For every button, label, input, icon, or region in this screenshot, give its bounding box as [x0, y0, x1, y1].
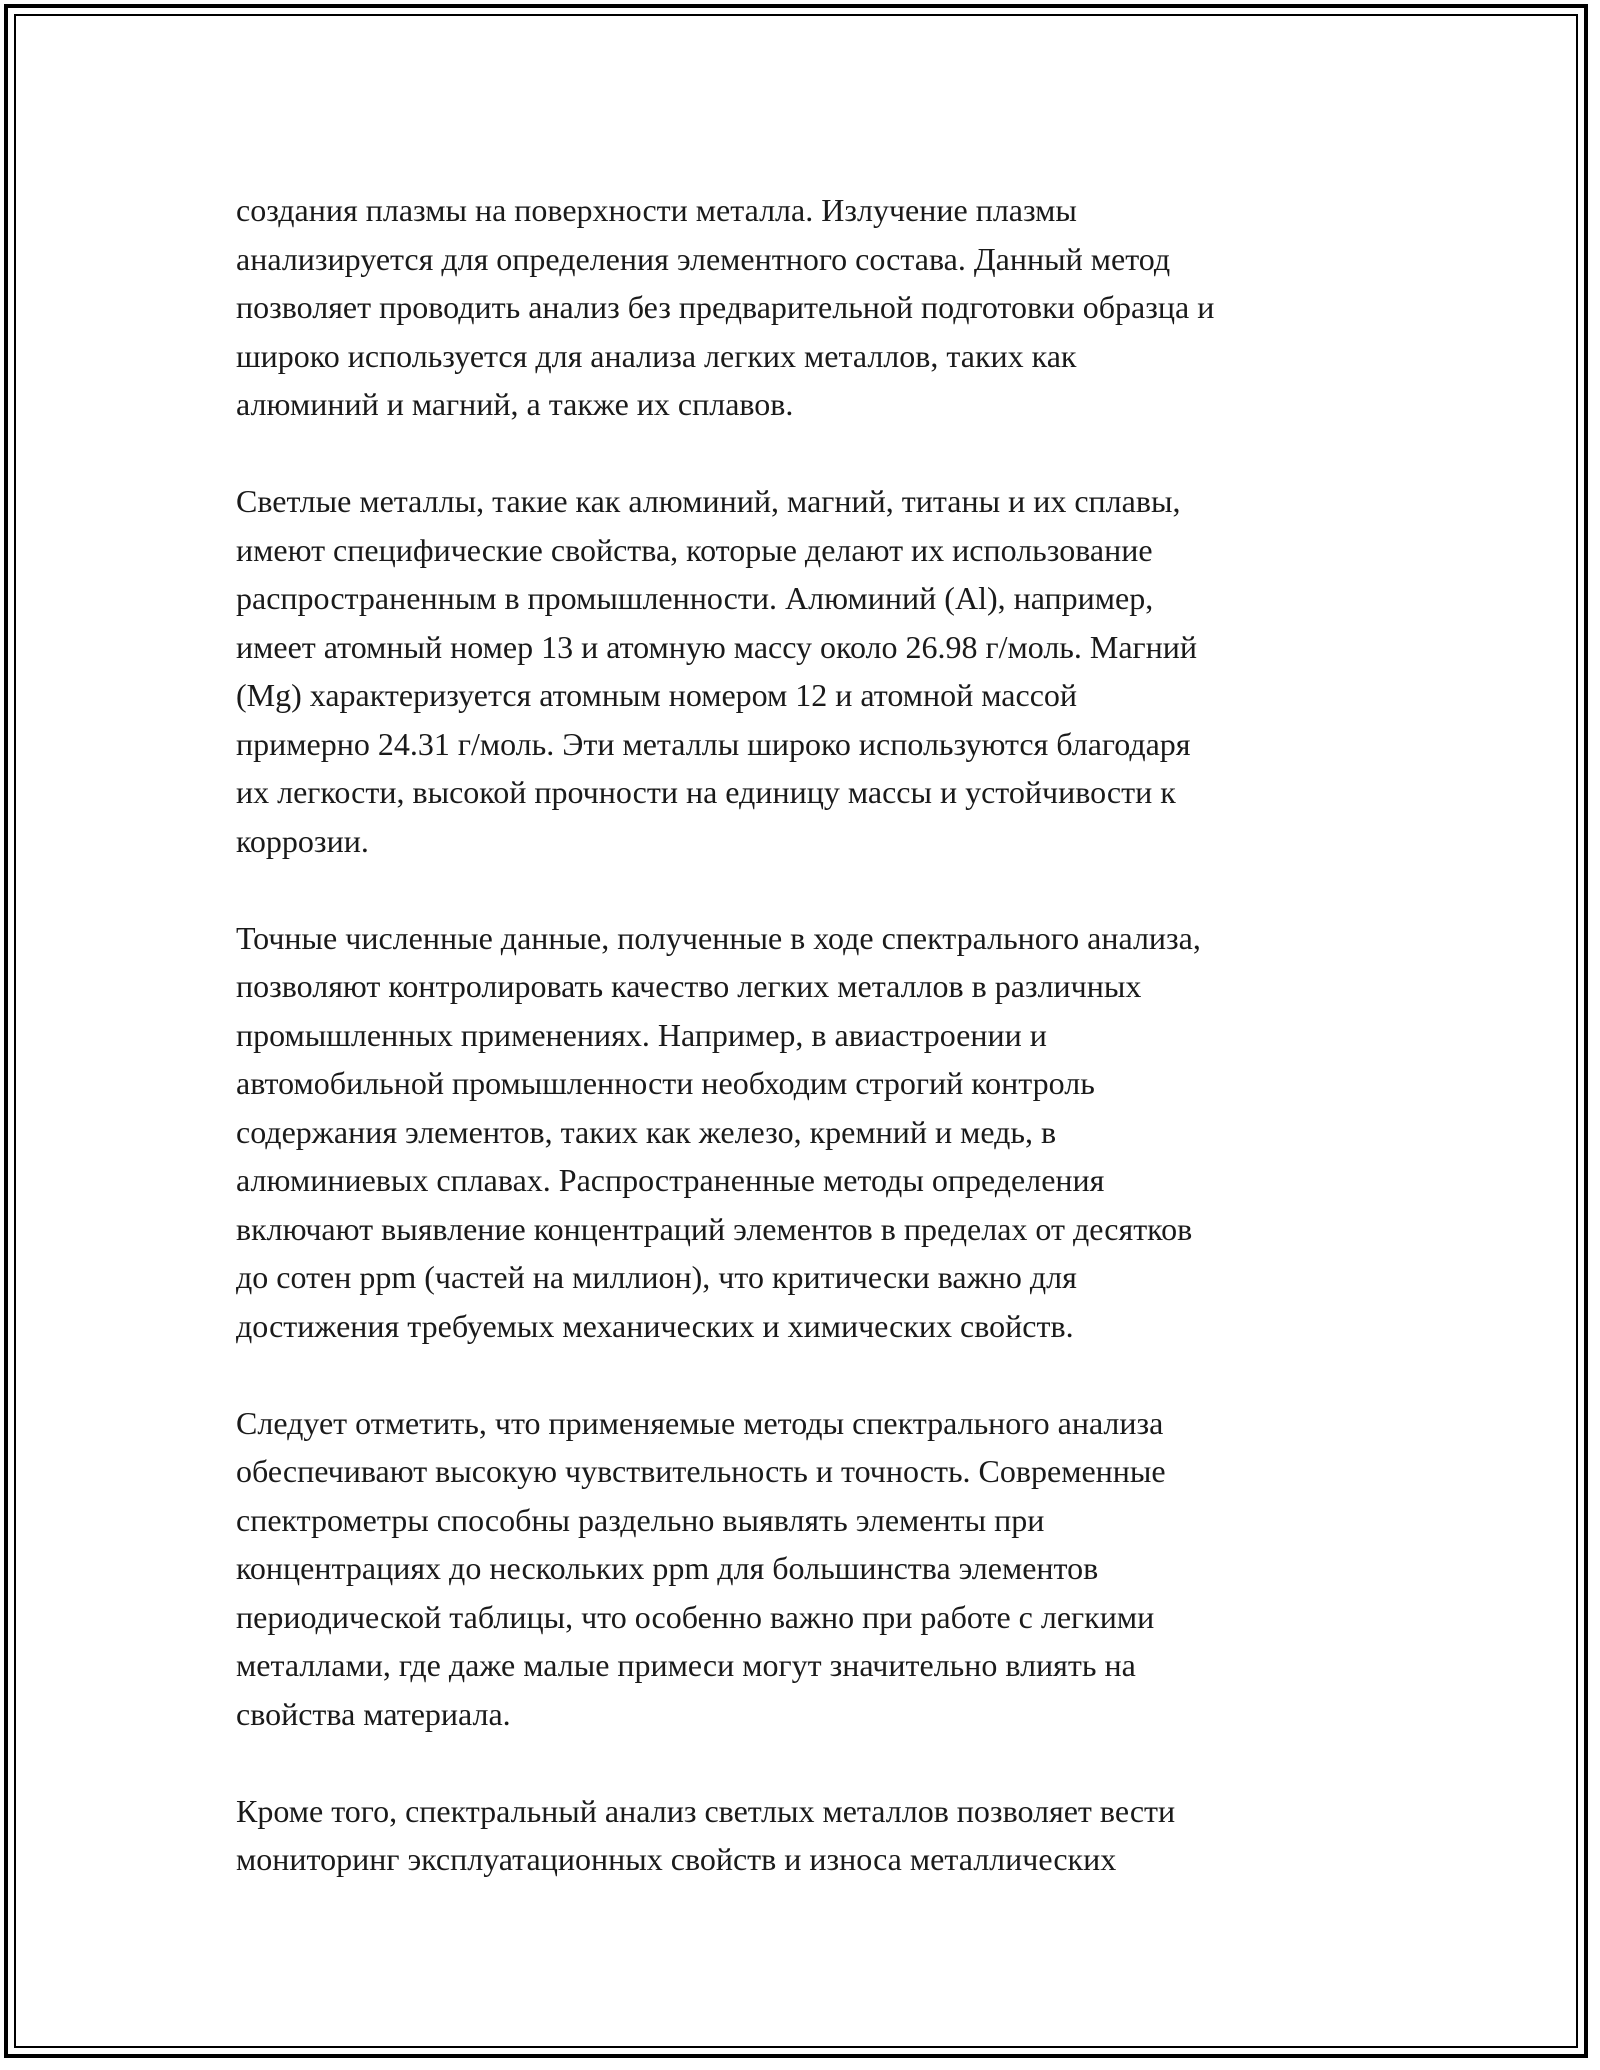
text-line: Кроме того, спектральный анализ светлых металлов позволяет вести — [236, 1792, 1176, 1829]
text-line: широко используется для анализа легких металлов, таких как — [236, 337, 1077, 374]
text-line: (Mg) характеризуется атомным номером 12 и атомной массой — [236, 677, 1078, 713]
text-line: мониторинг эксплуатационных свойств и износа металлических — [236, 1841, 1117, 1877]
text-line: металлами, где даже малые примеси могут значительно влиять на — [236, 1647, 1136, 1683]
text-line: их легкости, высокой прочности на единицу массы и устойчивости к — [236, 774, 1176, 810]
text-line: создания плазмы на поверхности металла. Излучение плазмы — [236, 192, 1077, 228]
paragraph-5 — [236, 1787, 1376, 1884]
text-line: позволяют контролировать качество легких металлов в различных — [236, 968, 1142, 1004]
text-line: содержания элементов, таких как железо, кремний и медь, в — [236, 1113, 1057, 1150]
text-line: анализируется для определения элементного состава. Данный метод — [236, 240, 1171, 277]
text-line: распространенным в промышленности. Алюминий (Al), например, — [236, 580, 1154, 616]
text-line: коррозии. — [236, 822, 369, 859]
paragraph-1 — [236, 186, 1376, 429]
text-line: обеспечивают высокую чувствительность и точность. Современные — [236, 1453, 1166, 1489]
text-line: включают выявление концентраций элементов в пределах от десятков — [236, 1210, 1193, 1247]
paragraph-2 — [236, 477, 1376, 865]
text-line: концентрациях до нескольких ppm для большинства элементов — [236, 1550, 1099, 1586]
text-line: имеет атомный номер 13 и атомную массу около 26.98 г/моль. Магний — [236, 628, 1198, 665]
text-line: примерно 24.31 г/моль. Эти металлы широко используются благодаря — [236, 725, 1191, 762]
text-line: Светлые металлы, такие как алюминий, магний, титаны и их сплавы, — [236, 483, 1181, 519]
document-body — [236, 186, 1376, 1932]
text-line: алюминиевых сплавах. Распространенные методы определения — [236, 1162, 1105, 1198]
text-line: до сотен ppm (частей на миллион), что критически важно для — [236, 1259, 1077, 1295]
text-line: автомобильной промышленности необходим строгий контроль — [236, 1065, 1095, 1101]
text-line: алюминий и магний, а также их сплавов. — [236, 386, 794, 422]
text-line: спектрометры способны раздельно выявлять элементы при — [236, 1501, 1045, 1538]
text-line: имеют специфические свойства, которые делают их использование — [236, 531, 1153, 568]
text-line: промышленных применениях. Например, в авиастроении и — [236, 1016, 1047, 1053]
text-line: периодической таблицы, что особенно важно при работе с легкими — [236, 1598, 1155, 1635]
text-line: Следует отметить, что применяемые методы спектрального анализа — [236, 1404, 1164, 1441]
text-line: достижения требуемых механических и химических свойств. — [236, 1307, 1074, 1344]
paragraph-3 — [236, 914, 1376, 1351]
text-line: свойства материала. — [236, 1695, 511, 1732]
text-line: Точные численные данные, полученные в ходе спектрального анализа, — [236, 919, 1201, 956]
paragraph-4 — [236, 1399, 1376, 1739]
text-line: позволяет проводить анализ без предварительной подготовки образца и — [236, 289, 1215, 325]
